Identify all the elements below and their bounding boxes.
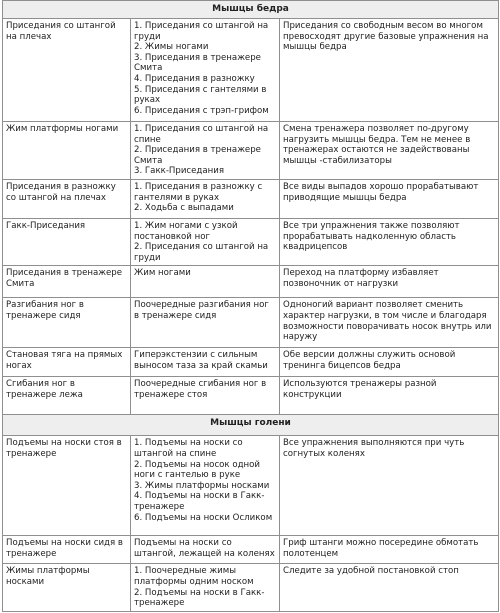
alternative-item: 4. Приседания в разножку (134, 73, 255, 84)
alternative-item: 1. Приседания со штангой на спине (134, 124, 269, 145)
note-cell (280, 536, 499, 564)
alternative-item: 2. Ходьба с выпадами (134, 203, 234, 214)
exercise-cell (3, 564, 131, 611)
alternatives-cell (131, 218, 280, 265)
note-text: Все виды выпадов хорошо прорабатывают приводящие мышцы бедра (283, 181, 479, 203)
table-row (3, 436, 499, 536)
exercise-name: Приседания в тренажере Смита (6, 268, 123, 289)
alternative-item: 2. Приседания со штангой на груди (134, 242, 269, 263)
exercise-cell (3, 266, 131, 298)
note-text: Переход на платформу избавляет позвоночник от нагрузки (283, 268, 439, 289)
table-row (3, 348, 499, 377)
alternative-item: 3. Приседания в тренажере Смита (134, 52, 261, 74)
note-text: Все упражнения выполняются при чуть согнутых коленях (283, 438, 465, 459)
alternative-item: 1. Приседания со штангой на груди (134, 21, 269, 42)
exercise-name: Гакк-Приседания (6, 220, 86, 231)
note-cell (280, 377, 499, 415)
exercise-cell (3, 179, 131, 218)
alternatives-cell (131, 536, 280, 564)
exercise-table (2, 0, 499, 612)
exercise-name: Становая тяга на прямых ногах (6, 350, 123, 371)
table-row (3, 19, 499, 122)
alternative-item: 2. Подъемы на носок одной ноги с гантелью в руке (134, 459, 261, 481)
alternative-item: Жим ногами (134, 268, 191, 279)
exercise-name: Сгибания ног в тренажере лежа (6, 379, 83, 400)
note-text: Обе версии должны служить основой тренинга бицепсов бедра (283, 350, 456, 371)
exercise-name: Подъемы на носки стоя в тренажере (6, 438, 122, 459)
exercise-name: Разгибания ног в тренажере сидя (6, 300, 84, 321)
table-row (3, 218, 499, 265)
alternatives-cell (131, 348, 280, 377)
alternative-item: 2. Жимы ногами (134, 42, 209, 53)
alternative-item: 4. Подъемы на носки в Гакк-тренажере (134, 491, 265, 512)
note-cell (280, 179, 499, 218)
exercise-cell (3, 436, 131, 536)
table-row (3, 298, 499, 348)
alternative-item: 3. Жимы платформы носками (134, 480, 270, 491)
exercise-cell (3, 377, 131, 415)
alternative-item: 2. Подъемы на носки в Гакк-тренажере (134, 587, 265, 609)
alternatives-cell (131, 564, 280, 611)
note-text: Все три упражнения также позволяют прорабатывать надколенную область квадрицепсов (283, 220, 460, 253)
note-text: Одноногий вариант позволяет сменить характер нагрузки, в том числе и благодаря возможности поворачивать носок внутрь или наружу (283, 300, 492, 343)
note-text: Гриф штанги можно посередине обмотать полотенцем (283, 538, 479, 559)
exercise-cell (3, 122, 131, 180)
alternative-item: 6. Подъемы на носки Осликом (134, 512, 273, 523)
alternative-item: Гиперэкстензии с сильным выносом таза за край скамьи (134, 350, 268, 371)
exercise-cell (3, 536, 131, 564)
alternatives-cell (131, 266, 280, 298)
alternatives-cell (131, 122, 280, 180)
table-row (3, 122, 499, 180)
exercise-name: Жимы платформы носками (6, 566, 90, 587)
alternatives-cell (131, 436, 280, 536)
alternative-item: Поочередные сгибания ног в тренажере стоя (134, 379, 267, 400)
note-cell (280, 218, 499, 265)
alternatives-cell (131, 298, 280, 348)
exercise-name: Приседания со штангой на плечах (6, 21, 116, 42)
exercise-cell (3, 218, 131, 265)
note-text: Приседания со свободным весом во многом превосходят другие базовые упражнения на мышцы бедра (283, 21, 489, 53)
alternative-item: 1. Поочередные жимы платформы одним носком (134, 566, 254, 587)
note-cell (280, 19, 499, 122)
exercise-cell (3, 19, 131, 122)
table-row (3, 266, 499, 298)
exercise-cell (3, 348, 131, 377)
alternative-item: 3. Гакк-Приседания (134, 166, 225, 177)
alternatives-cell (131, 377, 280, 415)
section-title: Мышцы бедра (3, 1, 499, 19)
section-title: Мышцы голени (3, 415, 499, 436)
note-cell (280, 122, 499, 180)
alternative-item: Поочередные разгибания ног в тренажере сидя (134, 300, 269, 321)
note-cell (280, 348, 499, 377)
table-row (3, 377, 499, 415)
note-cell (280, 436, 499, 536)
alternative-item: 5. Приседания с гантелями в руках (134, 84, 267, 106)
alternative-item: Подъемы на носки со штангой, лежащей на коленях (134, 538, 275, 559)
alternatives-cell (131, 179, 280, 218)
alternatives-cell (131, 19, 280, 122)
section-header-row (3, 1, 499, 19)
exercise-name: Приседания в разножку со штангой на плечах (6, 181, 116, 203)
note-text: Смена тренажера позволяет по-другому нагрузить мышцы бедра. Тем не менее в тренажерах остаются не задействованы мышцы -стабилизаторы (283, 124, 471, 166)
alternative-item: 1. Жим ногами с узкой постановкой ног (134, 220, 238, 242)
note-cell (280, 298, 499, 348)
note-text: Используются тренажеры разной конструкции (283, 379, 437, 400)
table-row (3, 179, 499, 218)
exercise-name: Жим платформы ногами (6, 124, 119, 134)
table-row (3, 536, 499, 564)
alternative-item: 1. Приседания в разножку с гантелями в руках (134, 181, 263, 203)
section-header-row (3, 415, 499, 436)
alternative-item: 6. Приседания с трэп-грифом (134, 105, 269, 116)
exercise-cell (3, 298, 131, 348)
note-cell (280, 564, 499, 611)
note-text: Следите за удобной постановкой стоп (283, 566, 459, 577)
table-row (3, 564, 499, 611)
alternative-item: 1. Подъемы на носки со штангой на спине (134, 438, 243, 459)
note-cell (280, 266, 499, 298)
alternative-item: 2. Приседания в тренажере Смита (134, 145, 261, 166)
exercise-table-body (3, 1, 499, 612)
exercise-name: Подъемы на носки сидя в тренажере (6, 538, 123, 559)
